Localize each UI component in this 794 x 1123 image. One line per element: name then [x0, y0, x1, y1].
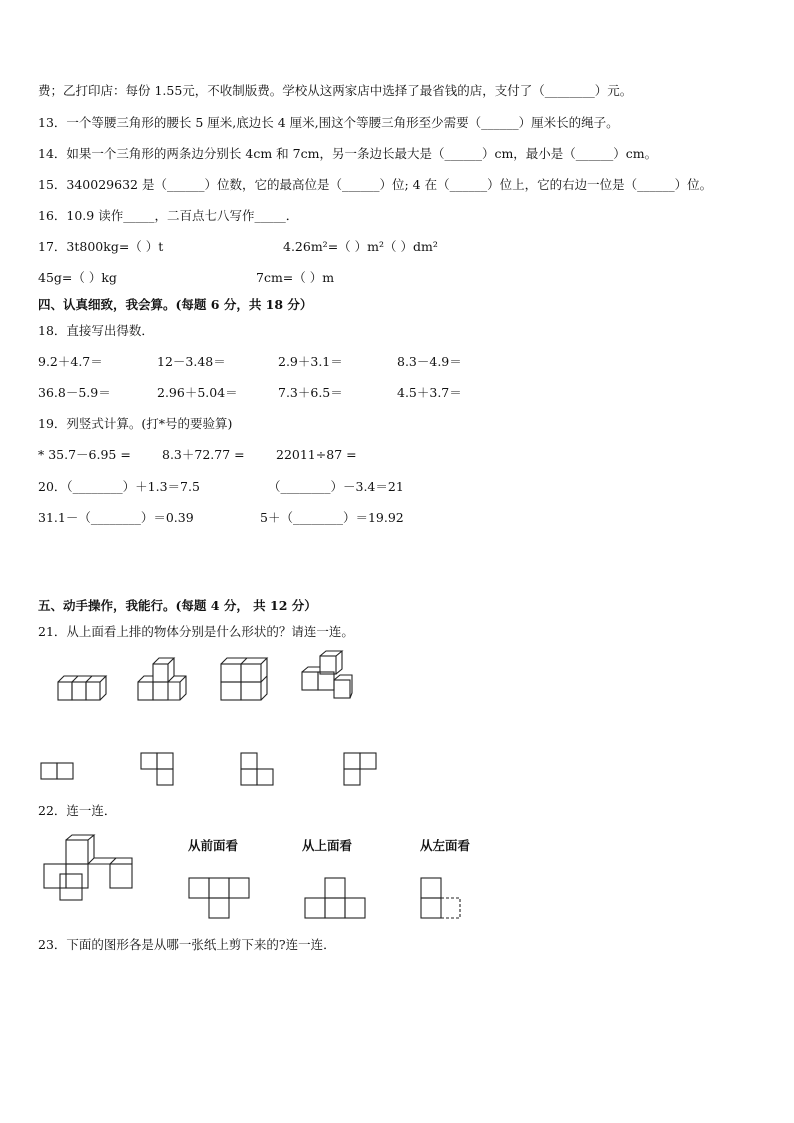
question-16: 16．10.9 读作_____，二百点七八写作_____．: [38, 208, 299, 223]
question-20-c: 31.1－（________）＝0.39: [38, 510, 194, 525]
top-view-3: [240, 752, 280, 788]
top-view-4: [343, 752, 383, 788]
calc-19-3: 22011÷87 =: [276, 447, 357, 462]
front-view-shape: [188, 877, 252, 923]
calc-18-r1c4: 8.3－4.9＝: [397, 354, 462, 369]
cube-figure-q22: [42, 834, 134, 904]
question-14: 14．如果一个三角形的两条边分别长 4cm 和 7cm，另一条边长最大是（______）cm，最小是（______）cm。: [38, 146, 658, 161]
question-20-d: 5＋（________）＝19.92: [260, 510, 404, 525]
calc-19-2: 8.3＋72.77 =: [162, 447, 245, 462]
section-4-heading: 四、认真细致，我会算。(每题 6 分，共 18 分）: [38, 297, 313, 312]
top-view-shape: [304, 877, 368, 923]
question-19: 19．列竖式计算。(打*号的要验算): [38, 416, 233, 431]
question-20-a: 20．（________）＋1.3＝7.5: [38, 479, 200, 494]
cube-figure-2: [136, 654, 188, 706]
cube-figure-1: [56, 662, 106, 704]
top-view-2: [140, 752, 180, 788]
question-17-part-a: 17．3t800kg=（ ）t: [38, 239, 164, 254]
calc-18-r2c3: 7.3＋6.5＝: [278, 385, 343, 400]
question-15: 15．340029632 是（______）位数，它的最高位是（______）位; 4 在（______）位上，它的右边一位是（______）位。: [38, 177, 713, 192]
calc-19-1: * 35.7－6.95 =: [38, 447, 131, 462]
left-view-shape: [420, 877, 466, 923]
calc-18-r2c2: 2.96＋5.04＝: [157, 385, 238, 400]
question-12-continuation: 费；乙打印店：每份 1.55元，不收制版费。学校从这两家店中选择了最省钱的店，支付了（________）元。: [38, 83, 633, 98]
question-13: 13．一个等腰三角形的腰长 5 厘米,底边长 4 厘米,围这个等腰三角形至少需要（______）厘米长的绳子。: [38, 115, 619, 130]
question-17-part-c: 45g=（ ）kg: [38, 270, 117, 285]
question-20-b: （________）－3.4＝21: [268, 479, 404, 494]
cube-figure-3: [219, 654, 271, 704]
question-17-part-b: 4.26m²=（ ）m²（ ）dm²: [283, 239, 438, 254]
question-17-part-d: 7cm=（ ）m: [256, 270, 335, 285]
calc-18-r1c2: 12－3.48＝: [157, 354, 226, 369]
calc-18-r2c1: 36.8－5.9＝: [38, 385, 111, 400]
label-front-view: 从前面看: [188, 838, 239, 853]
question-22: 22．连一连．: [38, 803, 117, 818]
calc-18-r2c4: 4.5＋3.7＝: [397, 385, 462, 400]
top-view-1: [40, 762, 80, 782]
cube-figure-4: [300, 650, 355, 706]
calc-18-r1c1: 9.2＋4.7＝: [38, 354, 103, 369]
question-21: 21．从上面看上排的物体分别是什么形状的？请连一连。: [38, 624, 354, 639]
question-18: 18．直接写出得数．: [38, 323, 154, 338]
label-top-view: 从上面看: [302, 838, 353, 853]
calc-18-r1c3: 2.9＋3.1＝: [278, 354, 343, 369]
question-23: 23．下面的图形各是从哪一张纸上剪下来的?连一连．: [38, 937, 336, 952]
label-left-view: 从左面看: [420, 838, 471, 853]
section-5-heading: 五、动手操作，我能行。(每题 4 分， 共 12 分）: [38, 598, 317, 613]
